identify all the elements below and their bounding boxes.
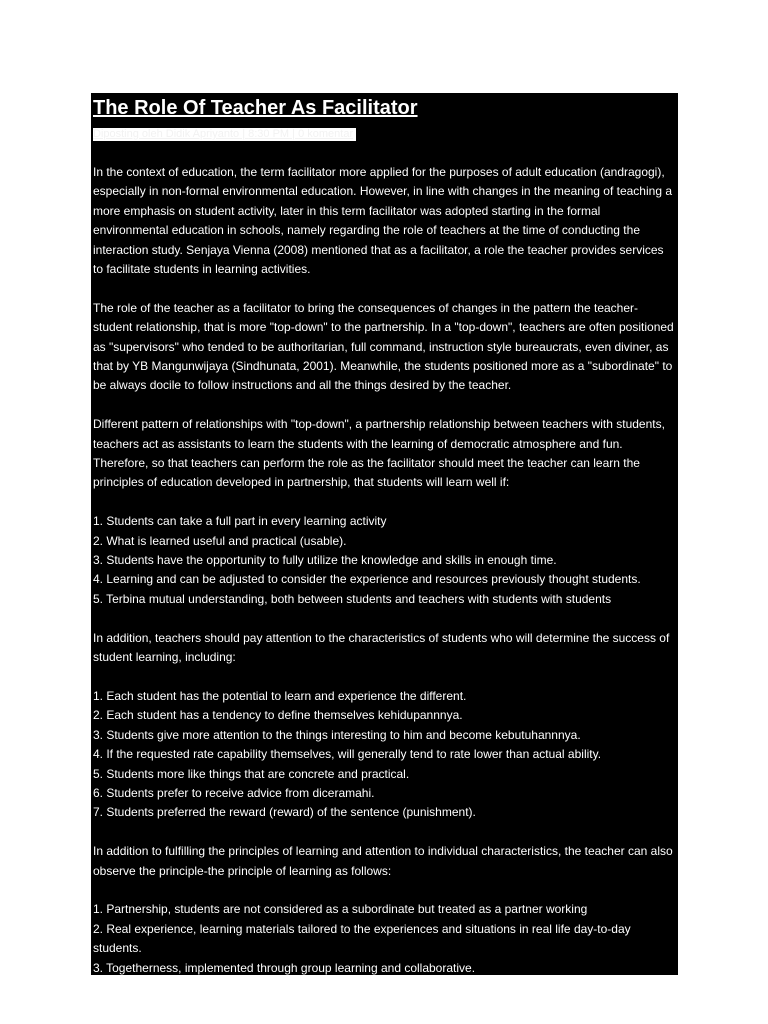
- list-item: 4. Participation, each student involved in the decision making process so that they feel responsible for the: [93, 979, 653, 994]
- post-comments-link[interactable]: 0 komentar: [298, 128, 354, 140]
- meta-separator: |: [289, 128, 299, 140]
- student-characteristics-list: [93, 687, 676, 823]
- post-time-link[interactable]: 8:30 PM: [248, 128, 290, 140]
- paragraph: The role of the teacher as a facilitator to bring the consequences of changes in the pattern the teacher-student relationship, that is more "top-down" to the partnership. In a "top-down", teachers are often positioned as "supervisors" who tended to be authoritarian, full command, instruction style bureaucrats, even diviner, as that by YB Mangunwijaya (Sindhunata, 2001). Meanwhile, the students positioned more as a "subordinate" to be always docile to follow instructions and all the things desired by the teacher.: [93, 300, 674, 393]
- list-item: 3. Students give more attention to the things interesting to him and become kebutuhannnya.: [93, 727, 581, 742]
- list-item: 1. Partnership, students are not considered as a subordinate but treated as a partner working: [93, 902, 588, 917]
- learning-principles-list: [93, 900, 676, 997]
- paragraph: In the context of education, the term facilitator more applied for the purposes of adult education (andragogi), especially in non-formal environmental education. However, in line with changes in the meaning of teaching a more emphasis on student activity, later in this term facilitator was adopted starting in the formal environmental education in schools, namely regarding the role of teachers at the time of conducting the interaction study. Senjaya Vienna (2008) mentioned that as a facilitator, a role the teacher provides services to facilitate students in learning activities.: [93, 165, 673, 277]
- learning-conditions-list: [93, 512, 676, 609]
- paragraph: Different pattern of relationships with "top-down", a partnership relationship between teachers with students, teachers act as assistants to learn the students with the learning of democratic atmosphere and fun. Therefore, so that teachers can perform the role as the facilitator should meet the teacher can learn the principles of education developed in partnership, that students will learn well if:: [93, 417, 665, 490]
- list-item: 1. Each student has the potential to learn and experience the different.: [93, 688, 467, 703]
- list-item: 5. Terbina mutual understanding, both between students and teachers with students with students: [93, 591, 612, 606]
- post-meta: [93, 128, 356, 141]
- list-item: 3. Students have the opportunity to fully utilize the knowledge and skills in enough time.: [93, 553, 557, 568]
- list-item: 7. Students preferred the reward (reward) of the sentence (punishment).: [93, 805, 476, 820]
- paragraph: In addition, teachers should pay attention to the characteristics of students who will determine the success of student learning, including:: [93, 630, 670, 665]
- list-item: 2. Each student has a tendency to define themselves kehidupannnya.: [93, 708, 463, 723]
- blog-post: [91, 93, 678, 994]
- list-item: 2. Real experience, learning materials tailored to the experiences and situations in real life day-to-day students.: [93, 921, 631, 956]
- paragraph: In addition to fulfilling the principles of learning and attention to individual characteristics, the teacher can also observe the principle-the principle of learning as follows:: [93, 844, 673, 878]
- list-item: 1. Students can take a full part in every learning activity: [93, 514, 387, 529]
- list-item: 5. Students more like things that are concrete and practical.: [93, 766, 410, 781]
- list-item: 4. If the requested rate capability themselves, will generally tend to rate lower than actual ability.: [93, 747, 602, 762]
- meta-separator: |: [239, 128, 249, 140]
- list-item: 2. What is learned useful and practical (usable).: [93, 533, 347, 548]
- list-item: 6. Students prefer to receive advice from diceramahi.: [93, 785, 375, 800]
- list-item: 3. Togetherness, implemented through group learning and collaborative.: [93, 960, 476, 975]
- list-item: 4. Learning and can be adjusted to consider the experience and resources previously thought students.: [93, 572, 641, 587]
- post-content: [93, 163, 676, 997]
- post-title[interactable]: The Role Of Teacher As Facilitator: [93, 97, 418, 119]
- post-author-link[interactable]: Diposting oleh Didik Apriyanto: [93, 128, 240, 140]
